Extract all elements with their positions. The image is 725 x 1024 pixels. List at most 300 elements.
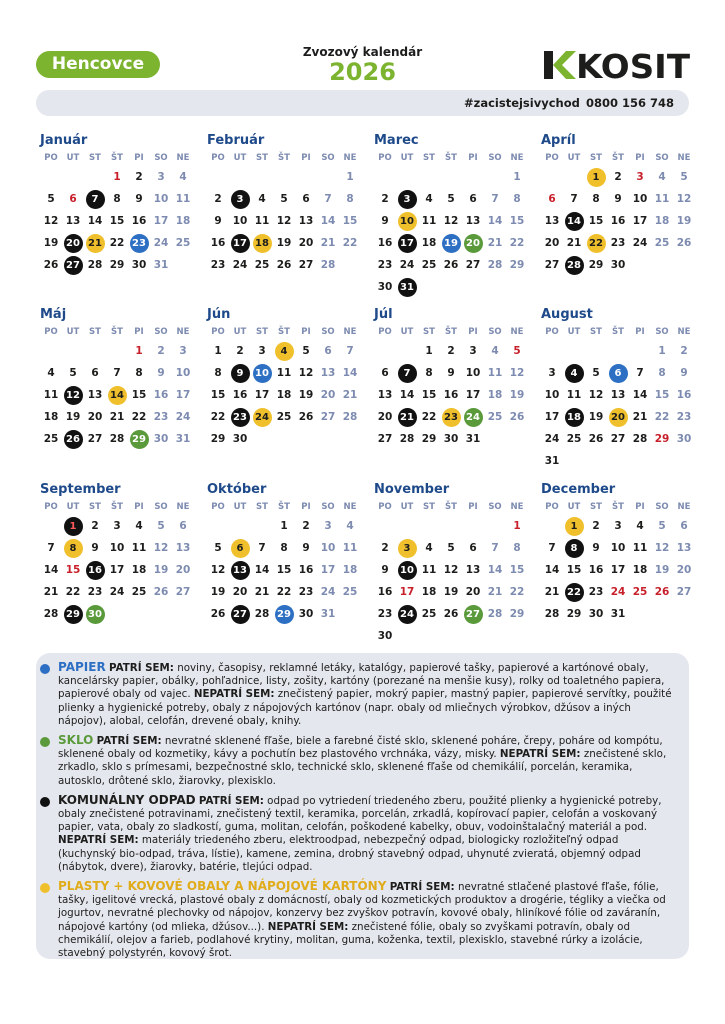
day-cell: 31 [320, 608, 336, 620]
day-cell: 14 [87, 215, 103, 227]
weekday-header [541, 325, 701, 340]
weekday-label: ŠT [445, 153, 457, 163]
weekday-label: UT [567, 327, 581, 337]
day-cell: 3 [614, 520, 622, 532]
collection-day-marker: 23 [231, 408, 250, 427]
day-cell [273, 603, 295, 625]
weekday-label: PI [635, 502, 645, 512]
day-cell: 25 [632, 586, 648, 598]
day-cell: 2 [214, 193, 222, 205]
days-grid [40, 166, 200, 276]
weekday-label: UT [233, 502, 247, 512]
day-cell: 18 [421, 586, 437, 598]
weekday-label: SO [321, 153, 335, 163]
day-cell: 3 [258, 345, 266, 357]
day-cell: 21 [487, 586, 503, 598]
day-cell: 27 [465, 259, 481, 271]
day-cell: 8 [135, 367, 143, 379]
day-cell: 9 [91, 542, 99, 554]
weekday-label: NE [343, 327, 357, 337]
day-cell: 7 [113, 367, 121, 379]
weekday-label: PO [44, 502, 58, 512]
day-cell: 28 [487, 608, 503, 620]
day-cell: 5 [214, 542, 222, 554]
day-cell: 29 [109, 259, 125, 271]
day-cell: 29 [566, 608, 582, 620]
day-cell: 17 [320, 564, 336, 576]
weekday-label: PO [378, 153, 392, 163]
weekday-label: NE [510, 502, 524, 512]
day-cell: 8 [346, 193, 354, 205]
day-cell: 6 [381, 367, 389, 379]
day-cell: 28 [43, 608, 59, 620]
day-cell: 16 [131, 215, 147, 227]
day-cell: 15 [65, 564, 81, 576]
day-cell [62, 603, 84, 625]
day-cell: 9 [302, 542, 310, 554]
day-cell: 16 [588, 564, 604, 576]
empty-cell [317, 166, 339, 188]
weekday-label: ST [423, 327, 435, 337]
day-cell: 9 [592, 542, 600, 554]
day-cell: 22 [509, 586, 525, 598]
day-cell: 2 [447, 345, 455, 357]
day-cell: 17 [109, 564, 125, 576]
day-cell: 14 [399, 389, 415, 401]
month-calendar [541, 306, 701, 472]
day-cell: 20 [544, 237, 560, 249]
day-cell: 24 [232, 259, 248, 271]
day-cell [396, 232, 418, 254]
day-cell: 4 [346, 520, 354, 532]
empty-cell [374, 166, 396, 188]
day-cell: 6 [302, 193, 310, 205]
empty-cell [229, 166, 251, 188]
day-cell: 8 [658, 367, 666, 379]
day-cell: 27 [377, 433, 393, 445]
collection-day-marker: 7 [86, 190, 105, 209]
empty-cell [84, 340, 106, 362]
day-cell: 5 [680, 171, 688, 183]
day-cell [229, 537, 251, 559]
day-cell [462, 603, 484, 625]
day-cell: 5 [280, 193, 288, 205]
day-cell: 5 [658, 520, 666, 532]
day-cell: 17 [465, 389, 481, 401]
day-cell: 6 [469, 193, 477, 205]
day-cell: 10 [632, 193, 648, 205]
day-cell: 18 [43, 411, 59, 423]
day-cell [106, 384, 128, 406]
day-cell: 2 [135, 171, 143, 183]
day-cell: 14 [544, 564, 560, 576]
day-cell: 15 [588, 215, 604, 227]
collection-day-marker: 29 [64, 605, 83, 624]
weekday-label: ST [423, 502, 435, 512]
day-cell: 16 [377, 237, 393, 249]
day-cell: 16 [676, 389, 692, 401]
day-cell: 1 [346, 171, 354, 183]
day-cell: 12 [153, 542, 169, 554]
days-grid [374, 166, 534, 298]
weekday-label: SO [321, 327, 335, 337]
month-calendar [207, 481, 367, 625]
plasty-dot-icon [40, 883, 50, 893]
weekday-label: PO [545, 327, 559, 337]
day-cell: 8 [425, 367, 433, 379]
day-cell: 25 [131, 586, 147, 598]
weekday-label: ST [590, 327, 602, 337]
collection-day-marker: 8 [64, 539, 83, 558]
day-cell: 26 [153, 586, 169, 598]
collection-day-marker: 21 [398, 408, 417, 427]
weekday-label: SO [655, 153, 669, 163]
month-name: November [374, 482, 450, 497]
day-cell: 22 [509, 237, 525, 249]
empty-cell [484, 515, 506, 537]
day-cell: 9 [381, 215, 389, 227]
day-cell: 10 [109, 542, 125, 554]
weekday-label: UT [66, 153, 80, 163]
day-cell: 26 [43, 259, 59, 271]
month-calendar [374, 132, 534, 298]
day-cell [62, 515, 84, 537]
day-cell [462, 232, 484, 254]
empty-cell [585, 340, 607, 362]
day-cell: 17 [175, 389, 191, 401]
day-cell: 25 [342, 586, 358, 598]
day-cell: 24 [399, 259, 415, 271]
collection-day-marker: 3 [398, 539, 417, 558]
calendar-year: 2026 [329, 58, 396, 86]
collection-day-marker: 18 [253, 234, 272, 253]
collection-day-marker: 27 [464, 605, 483, 624]
day-cell: 12 [509, 367, 525, 379]
day-cell: 23 [153, 411, 169, 423]
day-cell: 4 [491, 345, 499, 357]
day-cell: 13 [676, 542, 692, 554]
weekday-label: PI [134, 327, 144, 337]
day-cell: 8 [214, 367, 222, 379]
day-cell: 5 [592, 367, 600, 379]
day-cell: 16 [232, 389, 248, 401]
day-cell: 1 [113, 171, 121, 183]
day-cell: 23 [676, 411, 692, 423]
day-cell: 2 [157, 345, 165, 357]
day-cell: 31 [465, 433, 481, 445]
day-cell: 20 [232, 586, 248, 598]
day-cell: 21 [487, 237, 503, 249]
empty-cell [207, 166, 229, 188]
day-cell: 12 [443, 215, 459, 227]
day-cell: 8 [513, 542, 521, 554]
weekday-label: PO [545, 153, 559, 163]
day-cell [607, 406, 629, 428]
day-cell: 31 [175, 433, 191, 445]
days-grid [541, 515, 701, 625]
day-cell [84, 188, 106, 210]
day-cell: 9 [157, 367, 165, 379]
collection-day-marker: 12 [64, 386, 83, 405]
day-cell: 7 [570, 193, 578, 205]
weekday-label: NE [343, 502, 357, 512]
day-cell: 20 [298, 237, 314, 249]
collection-day-marker: 20 [609, 408, 628, 427]
day-cell: 24 [320, 586, 336, 598]
day-cell: 2 [236, 345, 244, 357]
day-cell [62, 232, 84, 254]
day-cell [128, 428, 150, 450]
weekday-label: SO [655, 502, 669, 512]
day-cell: 6 [680, 520, 688, 532]
day-cell: 4 [425, 193, 433, 205]
days-grid [207, 515, 367, 625]
weekday-label: PI [635, 153, 645, 163]
day-cell: 3 [157, 171, 165, 183]
day-cell: 12 [276, 215, 292, 227]
weekday-header [541, 500, 701, 515]
day-cell: 20 [676, 564, 692, 576]
day-cell: 2 [302, 520, 310, 532]
day-cell: 20 [87, 411, 103, 423]
empty-cell [440, 166, 462, 188]
day-cell: 24 [610, 586, 626, 598]
month-name: August [541, 307, 593, 322]
month-name: Júl [374, 307, 393, 322]
town-badge: Hencovce [36, 51, 160, 78]
day-cell: 2 [592, 520, 600, 532]
day-cell: 14 [254, 564, 270, 576]
weekday-label: NE [176, 153, 190, 163]
empty-cell [541, 340, 563, 362]
day-cell: 14 [487, 215, 503, 227]
legend-papier-title: PAPIER [58, 660, 106, 674]
collection-day-marker: 10 [253, 364, 272, 383]
day-cell: 11 [566, 389, 582, 401]
empty-cell [484, 166, 506, 188]
weekday-label: PO [545, 502, 559, 512]
legend-komunalny [58, 794, 673, 874]
weekday-label: NE [176, 502, 190, 512]
day-cell: 11 [421, 215, 437, 227]
day-cell: 19 [298, 389, 314, 401]
day-cell: 26 [443, 608, 459, 620]
legend-sklo-title: SKLO [58, 733, 94, 748]
month-calendar [207, 306, 367, 450]
empty-cell [418, 515, 440, 537]
day-cell: 27 [676, 586, 692, 598]
day-cell: 19 [654, 564, 670, 576]
weekday-label: ŠT [612, 502, 624, 512]
day-cell: 21 [342, 389, 358, 401]
weekday-label: UT [400, 502, 414, 512]
kosit-logo [542, 47, 692, 83]
day-cell [462, 406, 484, 428]
collection-day-marker: 3 [231, 190, 250, 209]
day-cell: 23 [377, 259, 393, 271]
day-cell [585, 232, 607, 254]
day-cell: 11 [131, 542, 147, 554]
day-cell: 15 [276, 564, 292, 576]
weekday-label: SO [655, 327, 669, 337]
day-cell [396, 188, 418, 210]
day-cell: 19 [676, 215, 692, 227]
day-cell: 28 [487, 259, 503, 271]
day-cell: 11 [43, 389, 59, 401]
day-cell [563, 515, 585, 537]
day-cell: 18 [131, 564, 147, 576]
month-name: September [40, 482, 121, 497]
day-cell: 26 [588, 433, 604, 445]
day-cell [563, 537, 585, 559]
empty-cell [396, 166, 418, 188]
day-cell: 30 [298, 608, 314, 620]
day-cell: 5 [302, 345, 310, 357]
collection-day-marker: 1 [565, 517, 584, 536]
collection-day-marker: 16 [86, 561, 105, 580]
day-cell: 22 [654, 411, 670, 423]
day-cell: 30 [443, 433, 459, 445]
hashtag: #zacistejsivychod [464, 96, 580, 110]
legend-in-text: nevratné sklenené fľaše, biele a farebné čisté sklo, sklenené poháre, črepy, poháre od kompótu, sklenené obaly od kozmetiky, kávy a pochutín bez plastového vrchnáka, vázy, misky. [58, 735, 663, 761]
day-cell: 3 [469, 345, 477, 357]
day-cell: 1 [425, 345, 433, 357]
day-cell: 1 [135, 345, 143, 357]
days-grid [374, 340, 534, 450]
month-calendar [40, 306, 200, 450]
weekday-label: ŠT [612, 153, 624, 163]
weekday-label: UT [66, 502, 80, 512]
day-cell: 31 [153, 259, 169, 271]
weekday-label: PI [301, 327, 311, 337]
month-name: Marec [374, 133, 419, 148]
collection-day-marker: 17 [231, 234, 250, 253]
day-cell: 11 [342, 542, 358, 554]
day-cell: 1 [214, 345, 222, 357]
weekday-label: NE [176, 327, 190, 337]
weekday-label: NE [677, 327, 691, 337]
day-cell: 25 [276, 411, 292, 423]
day-cell: 15 [509, 564, 525, 576]
day-cell: 7 [491, 542, 499, 554]
day-cell: 31 [610, 608, 626, 620]
day-cell: 5 [157, 520, 165, 532]
day-cell: 24 [175, 411, 191, 423]
empty-cell [251, 166, 273, 188]
collection-day-marker: 6 [231, 539, 250, 558]
day-cell: 5 [513, 345, 521, 357]
day-cell: 9 [214, 215, 222, 227]
day-cell: 1 [513, 520, 521, 532]
collection-day-marker: 29 [275, 605, 294, 624]
day-cell: 14 [487, 564, 503, 576]
empty-cell [40, 166, 62, 188]
month-name: Apríl [541, 133, 576, 148]
collection-day-marker: 30 [86, 605, 105, 624]
day-cell: 2 [381, 542, 389, 554]
day-cell: 9 [680, 367, 688, 379]
days-grid [40, 340, 200, 450]
weekday-label: NE [343, 153, 357, 163]
day-cell: 19 [65, 411, 81, 423]
weekday-label: SO [488, 502, 502, 512]
days-grid [40, 515, 200, 625]
weekday-header [207, 325, 367, 340]
weekday-label: PO [211, 153, 225, 163]
day-cell [396, 559, 418, 581]
weekday-label: NE [510, 153, 524, 163]
day-cell: 15 [566, 564, 582, 576]
collection-day-marker: 9 [231, 364, 250, 383]
month-calendar [207, 132, 367, 276]
day-cell: 15 [210, 389, 226, 401]
day-cell: 12 [298, 367, 314, 379]
phone-number[interactable]: 0800 156 748 [586, 96, 675, 110]
day-cell [396, 362, 418, 384]
day-cell [229, 559, 251, 581]
day-cell: 21 [632, 411, 648, 423]
day-cell: 8 [513, 193, 521, 205]
legend-papier [58, 661, 673, 728]
month-name: Október [207, 482, 267, 497]
collection-day-marker: 20 [64, 234, 83, 253]
empty-cell [607, 340, 629, 362]
legend-out-label: NEPATRÍ SEM: [193, 688, 275, 701]
weekday-header [40, 151, 200, 166]
day-cell: 10 [232, 215, 248, 227]
day-cell: 19 [153, 564, 169, 576]
day-cell: 26 [276, 259, 292, 271]
day-cell: 16 [210, 237, 226, 249]
legend-sklo [58, 734, 673, 788]
day-cell: 27 [320, 411, 336, 423]
calendar-title [270, 45, 455, 86]
day-cell: 15 [131, 389, 147, 401]
weekday-label: SO [488, 327, 502, 337]
empty-cell [462, 515, 484, 537]
weekday-header [40, 500, 200, 515]
day-cell: 30 [610, 259, 626, 271]
day-cell: 1 [658, 345, 666, 357]
day-cell: 18 [421, 237, 437, 249]
month-name: December [541, 482, 616, 497]
day-cell [251, 362, 273, 384]
day-cell: 2 [614, 171, 622, 183]
legend-in-label: PATRÍ SEM: [96, 735, 162, 748]
weekday-label: UT [567, 153, 581, 163]
day-cell: 17 [254, 389, 270, 401]
svg-text:KOSIT: KOSIT [576, 47, 691, 83]
day-cell: 30 [676, 433, 692, 445]
day-cell: 21 [320, 237, 336, 249]
weekday-header [374, 325, 534, 340]
day-cell: 9 [381, 564, 389, 576]
collection-day-marker: 4 [565, 364, 584, 383]
day-cell: 9 [135, 193, 143, 205]
weekday-label: PO [44, 327, 58, 337]
weekday-label: ST [256, 502, 268, 512]
weekday-label: PI [468, 153, 478, 163]
day-cell: 13 [465, 564, 481, 576]
day-cell: 28 [254, 608, 270, 620]
day-cell: 20 [320, 389, 336, 401]
day-cell: 25 [254, 259, 270, 271]
weekday-label: NE [510, 327, 524, 337]
day-cell: 10 [465, 367, 481, 379]
day-cell: 23 [298, 586, 314, 598]
day-cell: 4 [258, 193, 266, 205]
day-cell: 19 [443, 586, 459, 598]
